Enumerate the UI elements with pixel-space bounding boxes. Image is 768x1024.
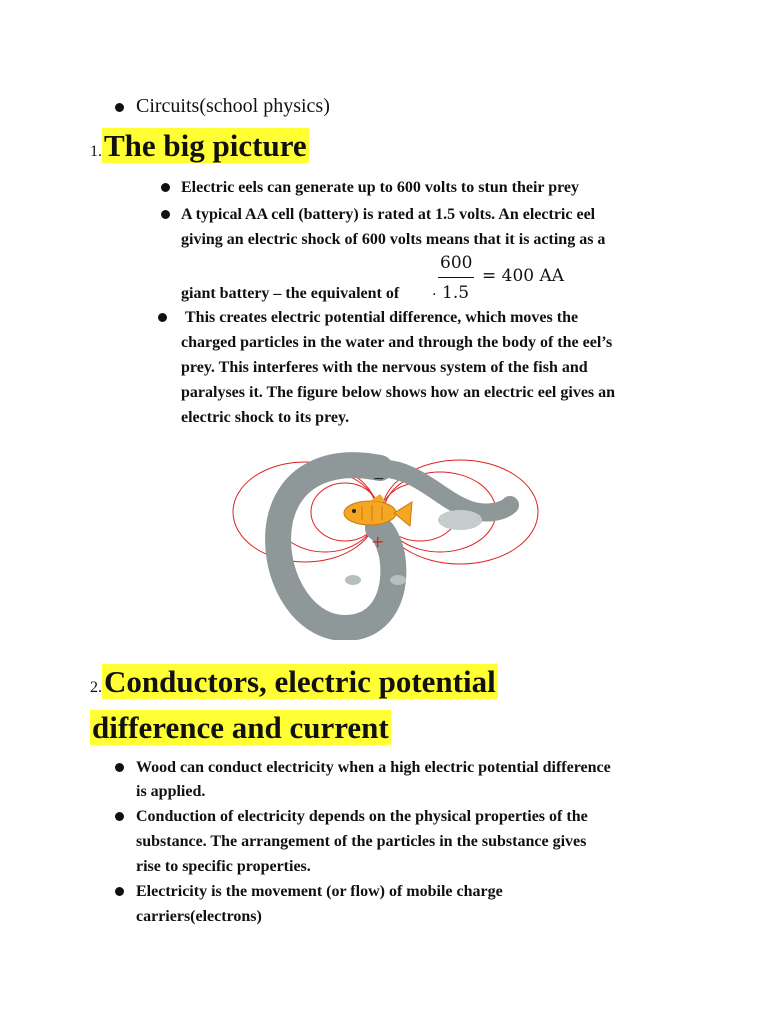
fish — [344, 494, 412, 526]
eel-pectoral-fin-left — [345, 575, 361, 585]
bullet-dot — [161, 183, 170, 192]
bullet-dot — [115, 103, 124, 112]
eel-pectoral-fin-right — [390, 575, 406, 585]
s1-bullet-2-line1: A typical AA cell (battery) is rated at 1.5 volts. An electric eel — [181, 206, 596, 223]
section1-title: The big picture — [104, 128, 307, 163]
minus-sign: − — [373, 471, 385, 487]
s1-bullet-2-line2: giving an electric shock of 600 volts means that it is acting as a — [181, 231, 606, 248]
s2-line-4: substance. The arrangement of the particles in the substance gives — [136, 833, 587, 850]
s2-line-5: rise to specific properties. — [136, 858, 311, 875]
section2-number: 2. — [90, 679, 102, 696]
s2-line-1: Wood can conduct electricity when a high electric potential difference — [136, 759, 611, 776]
eel-figure — [220, 450, 550, 640]
formula-fraction-bar — [438, 277, 474, 278]
s1-bullet-3-line2: charged particles in the water and through the body of the eel’s — [181, 334, 613, 351]
section2-title-line2: difference and current — [92, 710, 389, 745]
bullet-dot — [115, 887, 124, 896]
eel-fin — [438, 510, 482, 530]
s2-line-3: Conduction of electricity depends on the physical properties of the — [136, 808, 588, 825]
s1-bullet-3-line1: This creates electric potential difference, which moves the — [185, 309, 579, 326]
formula-result: = 400 AA — [482, 266, 565, 286]
section2-title-line1: Conductors, electric potential — [104, 664, 496, 699]
section2-heading-line1 — [90, 664, 498, 700]
formula-numerator: 600 — [440, 253, 473, 273]
bullet-dot — [115, 812, 124, 821]
eel-tail — [380, 468, 510, 513]
bullet-dot — [115, 763, 124, 772]
section1-heading — [90, 128, 309, 164]
bullet-dot — [161, 210, 170, 219]
s1-bullet-3-line5: electric shock to its prey. — [181, 409, 350, 426]
s1-bullet-1: Electric eels can generate up to 600 volts to stun their prey — [181, 179, 580, 196]
section1-number: 1. — [90, 143, 102, 160]
top-bullet-text: Circuits(school physics) — [136, 95, 330, 117]
s2-line-7: carriers(electrons) — [136, 908, 262, 925]
s1-bullet-2-line3: giant battery – the equivalent of — [181, 285, 400, 302]
s2-line-6: Electricity is the movement (or flow) of mobile charge — [136, 883, 503, 900]
formula-denominator: 1.5 — [442, 283, 470, 303]
s1-bullet-3-line3: prey. This interferes with the nervous system of the fish and — [181, 359, 588, 376]
bullet-dot — [158, 313, 167, 322]
s1-bullet-3-line4: paralyses it. The figure below shows how an electric eel gives an — [181, 384, 616, 401]
formula-tail: . — [432, 283, 437, 299]
plus-sign: + — [371, 532, 385, 551]
s2-line-2: is applied. — [136, 783, 206, 800]
section2-heading-line2 — [90, 710, 391, 746]
